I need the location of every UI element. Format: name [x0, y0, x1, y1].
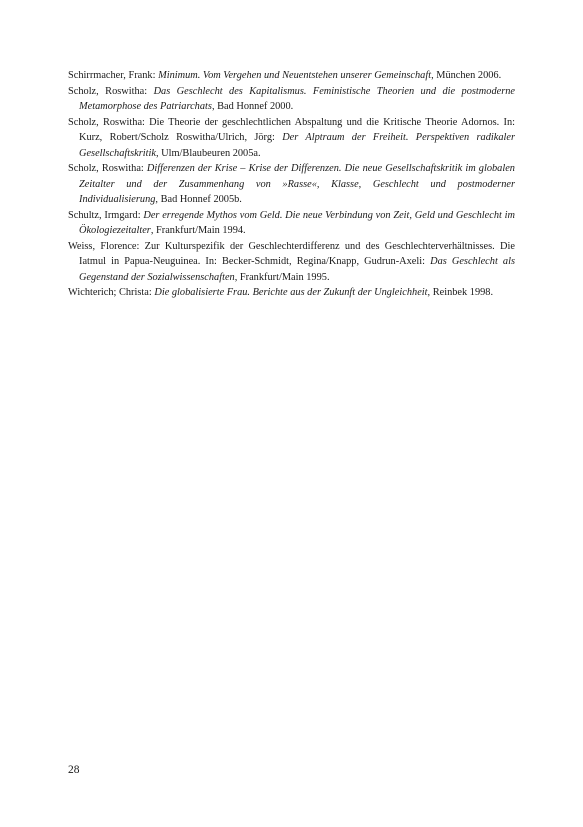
reference-title: Das Geschlecht des Kapitalismus. Feministische Theorien und die postmoderne Metamorphose des Patriarchats	[79, 85, 515, 112]
reference-entry	[68, 208, 515, 239]
reference-title: Das Geschlecht als Gegenstand der Sozialwissenschaften	[79, 256, 515, 283]
reference-author: Wichterich; Christa:	[68, 287, 155, 298]
reference-entry	[68, 161, 515, 208]
reference-publication: , Frankfurt/Main 1994.	[150, 225, 246, 236]
bibliography-list	[68, 68, 515, 301]
reference-title: Minimum. Vom Vergehen und Neuentstehen unserer Gemeinschaft	[158, 70, 432, 81]
reference-author: Scholz, Roswitha:	[68, 85, 154, 97]
reference-author: Scholz, Roswitha:	[68, 163, 147, 174]
reference-title: Die globalisierte Frau. Berichte aus der Zukunft der Ungleichheit	[154, 287, 428, 298]
reference-publication: , Bad Honnef 2005b.	[155, 194, 242, 205]
reference-title: Der erregende Mythos vom Geld. Die neue Verbindung von Zeit, Geld und Geschlecht im Ökologiezeitalter	[79, 209, 515, 236]
reference-publication: , Bad Honnef 2000.	[211, 101, 294, 112]
reference-author: Schultz, Irmgard:	[68, 209, 144, 221]
reference-title: Differenzen der Krise – Krise der Differenzen. Die neue Gesellschaftskritik im globalen Zeitalter und der Zusammenhang von »Rasse«, Klasse, Geschlecht und postmoderner Individualisierung	[79, 163, 515, 205]
reference-entry	[68, 84, 515, 115]
reference-publication: , München 2006.	[431, 70, 502, 81]
page-number: 28	[68, 764, 80, 776]
reference-entry	[68, 115, 515, 162]
reference-entry	[68, 285, 515, 301]
reference-entry	[68, 239, 515, 286]
reference-author: Weiss, Florence: Zur Kulturspezifik der Geschlechterdifferenz und des Geschlechterverhältnisses. Die Iatmul in Papua-Neuguinea. In: Becker-Schmidt, Regina/Knapp, Gudrun-Axeli:	[68, 240, 515, 267]
reference-publication: , Reinbek 1998.	[427, 287, 494, 298]
reference-author: Scholz, Roswitha: Die Theorie der geschlechtlichen Abspaltung und die Kritische Theorie Adornos. In: Kurz, Robert/Scholz Roswitha/Ulrich, Jörg:	[68, 116, 515, 143]
reference-publication: , Ulm/Blaubeuren 2005a.	[156, 147, 261, 159]
reference-author: Schirrmacher, Frank:	[68, 70, 159, 81]
reference-publication: , Frankfurt/Main 1995.	[234, 271, 330, 283]
reference-title: Der Alptraum der Freiheit. Perspektiven radikaler Gesellschaftskritik	[79, 132, 515, 159]
reference-entry	[68, 68, 515, 84]
